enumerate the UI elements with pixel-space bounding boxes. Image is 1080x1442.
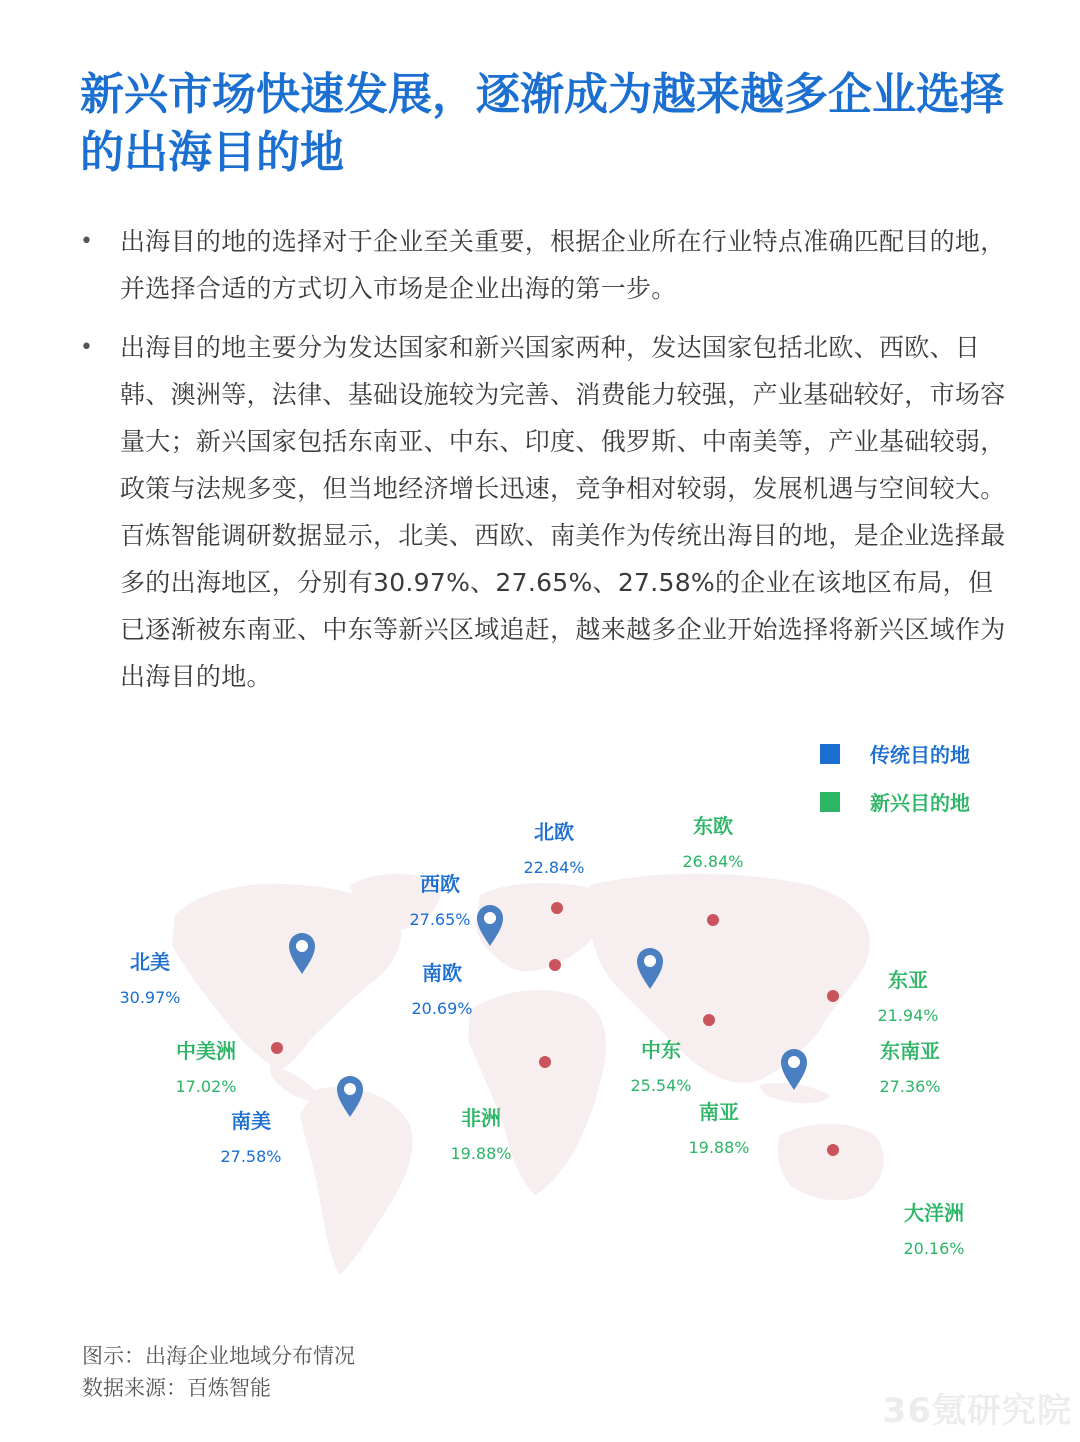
region-western-europe — [390, 872, 490, 930]
dot-oceania — [827, 1144, 839, 1156]
region-north-america — [100, 950, 200, 1008]
region-name: 中美洲 — [176, 1039, 236, 1063]
region-name: 东欧 — [693, 814, 733, 838]
region-value: 17.02% — [175, 1077, 237, 1096]
region-northern-europe — [504, 820, 604, 878]
continent-south-america — [300, 1087, 413, 1275]
region-value: 19.88% — [450, 1144, 512, 1163]
region-name: 南欧 — [422, 961, 462, 985]
region-name: 北欧 — [534, 820, 574, 844]
figure-caption — [82, 1340, 355, 1404]
region-value: 20.69% — [411, 999, 473, 1018]
region-value: 19.88% — [688, 1138, 750, 1157]
region-value: 27.65% — [409, 910, 471, 929]
region-name: 东南亚 — [880, 1039, 940, 1063]
bullet-text: 出海目的地的选择对于企业至关重要，根据企业所在行业特点准确匹配目的地，并选择合适的方式切入市场是企业出海的第一步。 — [120, 227, 1006, 303]
legend-emerging-swatch — [820, 792, 840, 812]
legend-emerging-label: 新兴目的地 — [870, 791, 970, 815]
watermark: 36氪研究院 — [882, 1391, 1072, 1431]
region-value: 27.36% — [879, 1077, 941, 1096]
region-value: 30.97% — [119, 988, 181, 1007]
bullet-item — [80, 324, 1010, 700]
region-name: 南亚 — [699, 1100, 739, 1124]
page-title: 新兴市场快速发展，逐渐成为越来越多企业选择的出海目的地 — [80, 69, 1004, 178]
region-name: 北美 — [130, 950, 170, 974]
continent-africa — [468, 990, 606, 1195]
continents — [172, 874, 884, 1275]
region-eastern-europe — [663, 814, 763, 872]
dot-southern-europe — [549, 959, 561, 971]
region-africa — [431, 1106, 531, 1164]
caption-figure: 图示：出海企业地域分布情况 — [82, 1344, 355, 1368]
legend-traditional-swatch — [820, 744, 840, 764]
bullet-marker: • — [80, 229, 94, 254]
world-map — [0, 720, 1080, 1320]
region-name: 非洲 — [461, 1106, 501, 1130]
bullet-list — [80, 218, 1010, 712]
region-name: 西欧 — [420, 872, 460, 896]
region-middle-east — [606, 1038, 716, 1096]
region-value: 25.54% — [630, 1076, 692, 1095]
caption-source: 数据来源：百炼智能 — [82, 1376, 271, 1400]
region-name: 南美 — [231, 1109, 271, 1133]
region-east-asia — [858, 968, 958, 1026]
bullet-text: 出海目的地主要分为发达国家和新兴国家两种，发达国家包括北欧、西欧、日韩、澳洲等，法律、基础设施较为完善、消费能力较强，产业基础较好，市场容量大；新兴国家包括东南亚、中东、印度、俄罗斯、中南美等，产业基础较弱，政策与法规多变，但当地经济增长迅速，竞争相对较弱，发展机遇与空间较大。百炼智能调研数据显示，北美、西欧、南美作为传统出海目的地，是企业选择最多的出海地区，分别有30.97%、27.65%、27.58%的企业在该地区布局，但已逐渐被东南亚、中东等新兴区域追赶，越来越多企业开始选择将新兴区域作为出海目的地。 — [120, 333, 1006, 691]
region-south-asia — [669, 1100, 769, 1158]
bullet-marker: • — [80, 335, 94, 360]
region-central-america — [151, 1039, 261, 1097]
region-value: 26.84% — [682, 852, 744, 871]
region-oceania — [879, 1201, 989, 1259]
legend-emerging — [820, 787, 970, 816]
region-value: 22.84% — [523, 858, 585, 877]
region-value: 20.16% — [903, 1239, 965, 1258]
region-name: 大洋洲 — [904, 1201, 964, 1225]
dot-east-asia — [827, 990, 839, 1002]
region-southeast-asia — [855, 1039, 965, 1097]
legend-traditional — [820, 739, 970, 768]
legend-traditional-label: 传统目的地 — [870, 743, 970, 767]
dot-eastern-europe — [707, 914, 719, 926]
bullet-item — [80, 218, 1010, 312]
region-name: 中东 — [641, 1038, 681, 1062]
region-southern-europe — [392, 961, 492, 1019]
continent-australia — [778, 1124, 884, 1200]
region-south-america — [201, 1109, 301, 1167]
dot-south-asia — [703, 1014, 715, 1026]
dot-central-america — [271, 1042, 283, 1054]
region-value: 21.94% — [877, 1006, 939, 1025]
dot-northern-europe — [551, 902, 563, 914]
dot-africa — [539, 1056, 551, 1068]
region-value: 27.58% — [220, 1147, 282, 1166]
region-name: 东亚 — [888, 968, 928, 992]
